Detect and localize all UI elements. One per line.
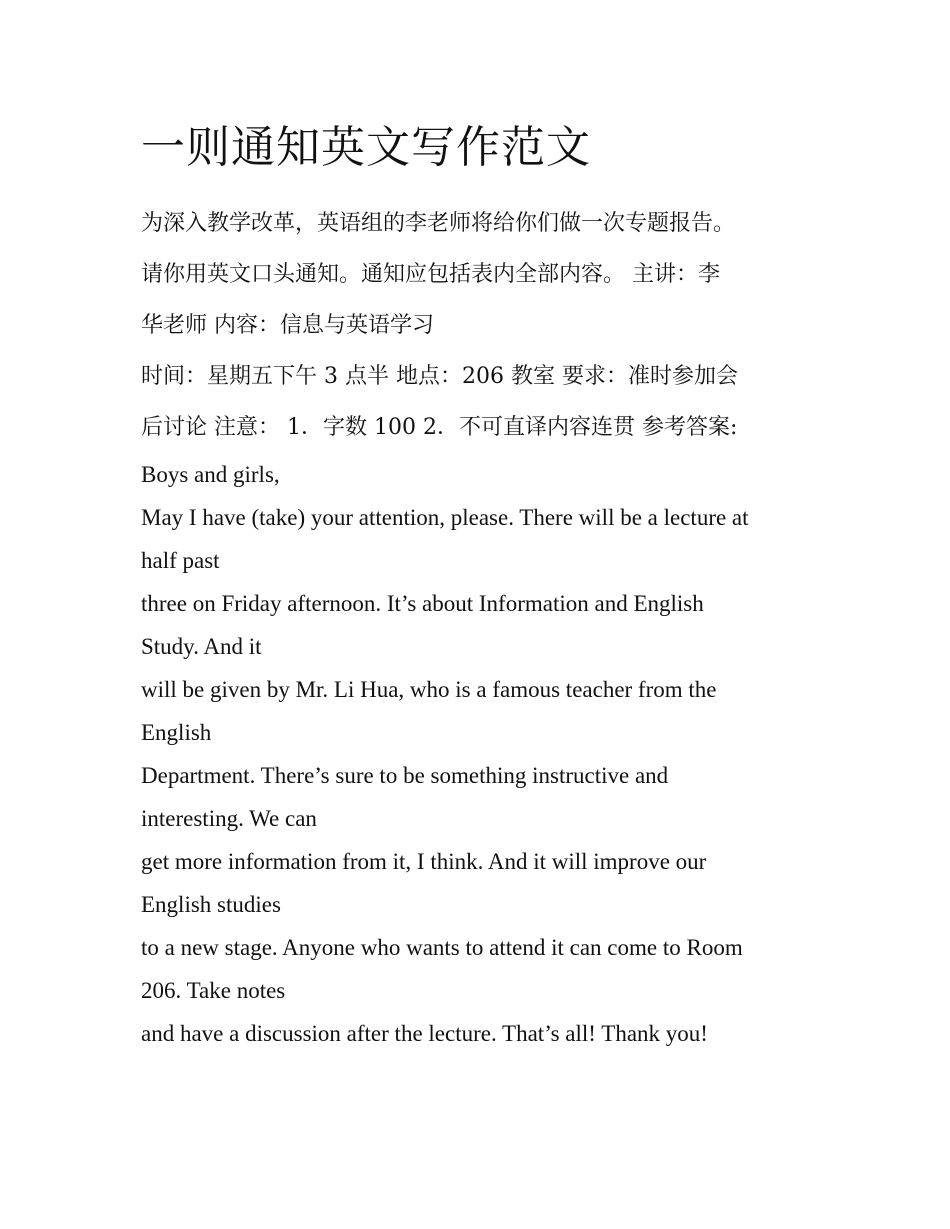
prompt-line: 为深入教学改革，英语组的李老师将给你们做一次专题报告。	[141, 211, 736, 236]
prompt-line: 华老师 内容：信息与英语学习	[141, 313, 434, 338]
answer-line: half past	[141, 548, 220, 573]
prompt-paragraph	[141, 198, 821, 453]
page-title: 一则通知英文写作范文	[141, 122, 591, 173]
answer-line: to a new stage. Anyone who wants to attend it can come to Room	[141, 935, 743, 960]
answer-line: interesting. We can	[141, 806, 317, 831]
document-page	[141, 118, 821, 1055]
answer-line: three on Friday afternoon. It’s about Information and English	[141, 591, 704, 616]
answer-paragraph	[141, 453, 821, 1055]
prompt-line: 时间：星期五下午 3 点半 地点：206 教室 要求：准时参加会	[141, 364, 738, 389]
prompt-line: 请你用英文口头通知。通知应包括表内全部内容。 主讲：李	[141, 262, 720, 287]
answer-line: Department. There’s sure to be something instructive and	[141, 763, 669, 788]
answer-line: English	[141, 720, 212, 745]
answer-line: and have a discussion after the lecture. That’s all! Thank you!	[141, 1021, 708, 1046]
answer-line: Boys and girls,	[141, 462, 280, 487]
answer-line: 206. Take notes	[141, 978, 286, 1003]
answer-line: Study. And it	[141, 634, 262, 659]
answer-line: English studies	[141, 892, 281, 917]
answer-line: get more information from it, I think. And it will improve our	[141, 849, 707, 874]
prompt-line: 后讨论 注意： 1．字数 100 2．不可直译内容连贯 参考答案:	[141, 415, 738, 440]
answer-line: May I have (take) your attention, please. There will be a lecture at	[141, 505, 749, 530]
answer-line: will be given by Mr. Li Hua, who is a famous teacher from the	[141, 677, 717, 702]
